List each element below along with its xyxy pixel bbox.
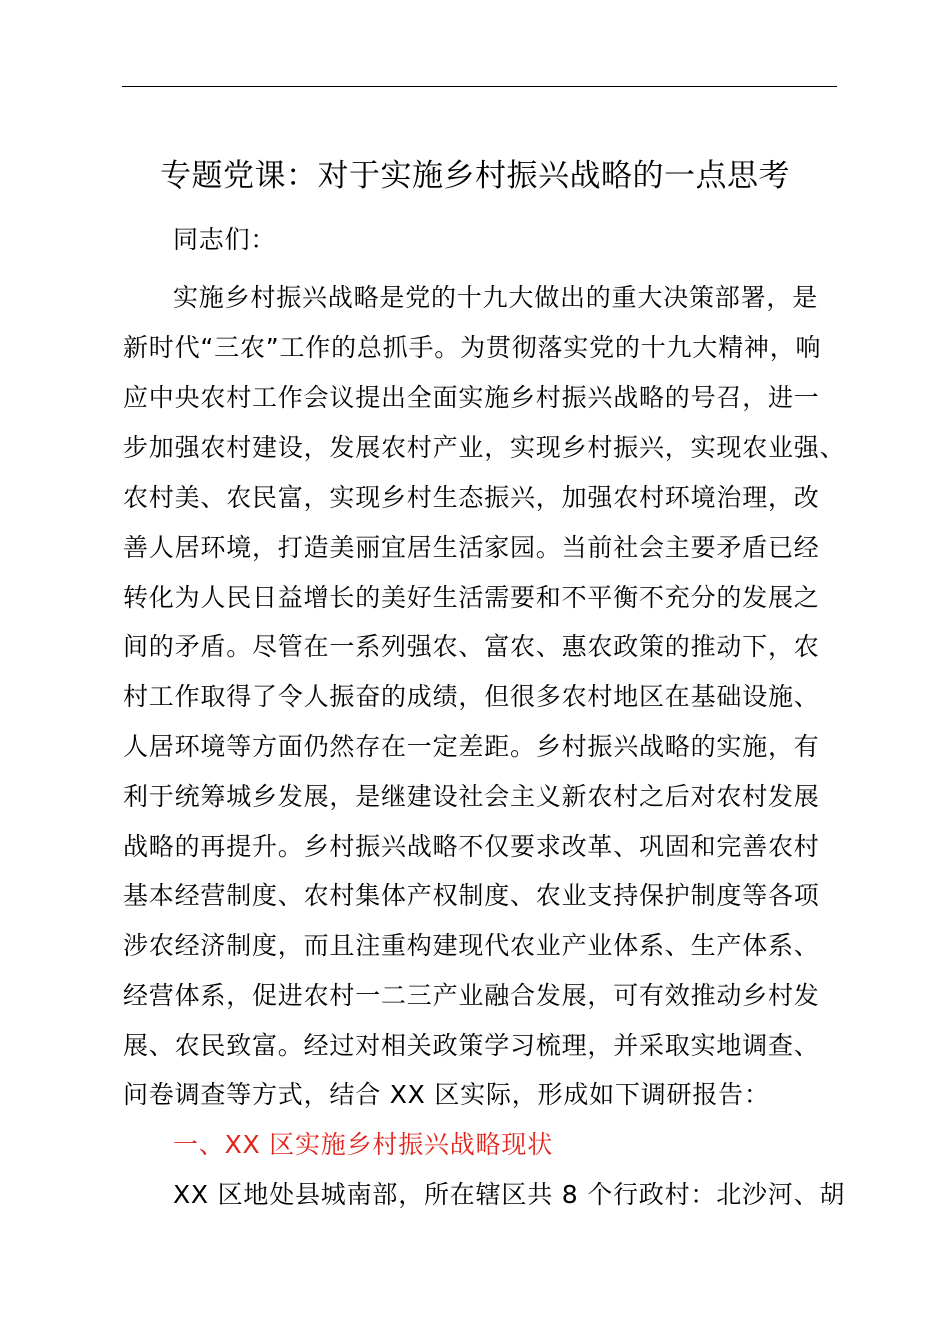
paragraph-line: 展、农民致富。经过对相关政策学习梳理，并采取实地调查、 — [123, 1031, 820, 1060]
paragraph-line: 应中央农村工作会议提出全面实施乡村振兴战略的号召，进一 — [123, 383, 820, 412]
paragraph-line: 问卷调查等方式，结合 XX 区实际，形成如下调研报告： — [123, 1080, 770, 1109]
paragraph-line: 涉农经济制度，而且注重构建现代农业产业体系、生产体系、 — [123, 931, 820, 960]
paragraph-line: 基本经营制度、农村集体产权制度、农业支持保护制度等各项 — [123, 881, 820, 910]
paragraph-line: 村工作取得了令人振奋的成绩，但很多农村地区在基础设施、 — [123, 682, 820, 711]
section-heading: 一、XX 区实施乡村振兴战略现状 — [173, 1130, 554, 1159]
paragraph-line: 转化为人民日益增长的美好生活需要和不平衡不充分的发展之 — [123, 583, 820, 612]
paragraph-line: 实施乡村振兴战略是党的十九大做出的重大决策部署，是 — [173, 283, 819, 312]
paragraph-line: 农村美、农民富，实现乡村生态振兴，加强农村环境治理，改 — [123, 483, 820, 512]
header-rule — [122, 86, 837, 87]
salutation: 同志们： — [173, 225, 277, 254]
paragraph-line: 利于统筹城乡发展，是继建设社会主义新农村之后对农村发展 — [123, 782, 820, 811]
paragraph-line: 善人居环境，打造美丽宜居生活家园。当前社会主要矛盾已经 — [123, 533, 820, 562]
document-title: 专题党课：对于实施乡村振兴战略的一点思考 — [160, 158, 790, 194]
paragraph-line: 新时代“三农”工作的总抓手。为贯彻落实党的十九大精神，响 — [123, 333, 822, 362]
paragraph-line: 间的矛盾。尽管在一系列强农、富农、惠农政策的推动下，农 — [123, 632, 820, 661]
paragraph-line: 人居环境等方面仍然存在一定差距。乡村振兴战略的实施，有 — [123, 732, 820, 761]
paragraph-line: 经营体系，促进农村一二三产业融合发展，可有效推动乡村发 — [123, 981, 820, 1010]
paragraph-line: 步加强农村建设，发展农村产业，实现乡村振兴，实现农业强、 — [123, 433, 846, 462]
paragraph-line: XX 区地处县城南部，所在辖区共 8 个行政村：北沙河、胡 — [173, 1180, 846, 1209]
paragraph-line: 战略的再提升。乡村振兴战略不仅要求改革、巩固和完善农村 — [123, 832, 820, 861]
